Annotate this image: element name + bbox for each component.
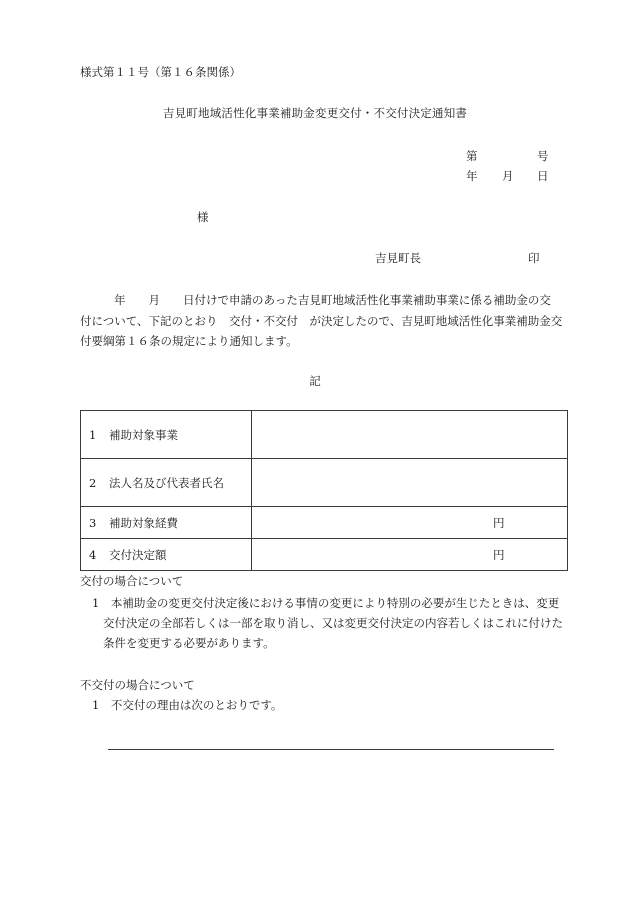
row-value-corporation-name[interactable] (252, 459, 568, 507)
grant-case-item-line-1: 1 本補助金の変更交付決定後における事情の変更により特別の必要が生じたときは、変更 (92, 596, 560, 610)
details-table (80, 410, 568, 571)
table-row (81, 539, 568, 571)
date-year-label: 年 (466, 169, 478, 183)
recipient-honorific: 様 (197, 210, 209, 224)
non-grant-case-heading: 不交付の場合について (80, 678, 195, 692)
date-day-label: 日 (537, 169, 549, 183)
yen-unit: 円 (493, 515, 505, 530)
yen-unit: 円 (493, 547, 505, 562)
seal-mark: 印 (528, 251, 540, 265)
grant-case-item-line-3: 条件を変更する必要があります。 (103, 636, 275, 650)
row-value-target-project[interactable] (252, 411, 568, 459)
body-text-line-1: 年 月 日付けで申請のあった吉見町地域活性化事業補助事業に係る補助金の交 (114, 293, 551, 307)
table-row (81, 459, 568, 507)
document-number-suffix: 号 (537, 149, 549, 163)
reason-entry-line[interactable] (108, 749, 554, 750)
row-label: 1 補助対象事業 (81, 411, 252, 459)
row-value-target-expense[interactable] (252, 507, 568, 539)
form-number: 様式第１１号（第１６条関係） (80, 65, 241, 79)
row-value-decision-amount[interactable] (252, 539, 568, 571)
non-grant-case-item: 1 不交付の理由は次のとおりです。 (92, 698, 283, 712)
grant-case-heading: 交付の場合について (80, 574, 184, 588)
document-number-prefix: 第 (466, 149, 478, 163)
ki-heading: 記 (309, 374, 321, 388)
table-row (81, 507, 568, 539)
row-label: 4 交付決定額 (81, 539, 252, 571)
body-text-line-3: 付要綱第１６条の規定により通知します。 (80, 334, 298, 348)
table-row (81, 411, 568, 459)
date-month-label: 月 (502, 169, 514, 183)
grant-case-item-line-2: 交付決定の全部若しくは一部を取り消し、又は変更交付決定の内容若しくはこれに付けた (103, 616, 563, 630)
body-text-line-2: 付について、下記のとおり 交付・不交付 が決定したので、吉見町地域活性化事業補助金交 (80, 314, 563, 328)
row-label: 2 法人名及び代表者氏名 (81, 459, 252, 507)
issuer-name: 吉見町長 (375, 251, 421, 265)
row-label: 3 補助対象経費 (81, 507, 252, 539)
document-title: 吉見町地域活性化事業補助金変更交付・不交付決定通知書 (162, 106, 468, 120)
